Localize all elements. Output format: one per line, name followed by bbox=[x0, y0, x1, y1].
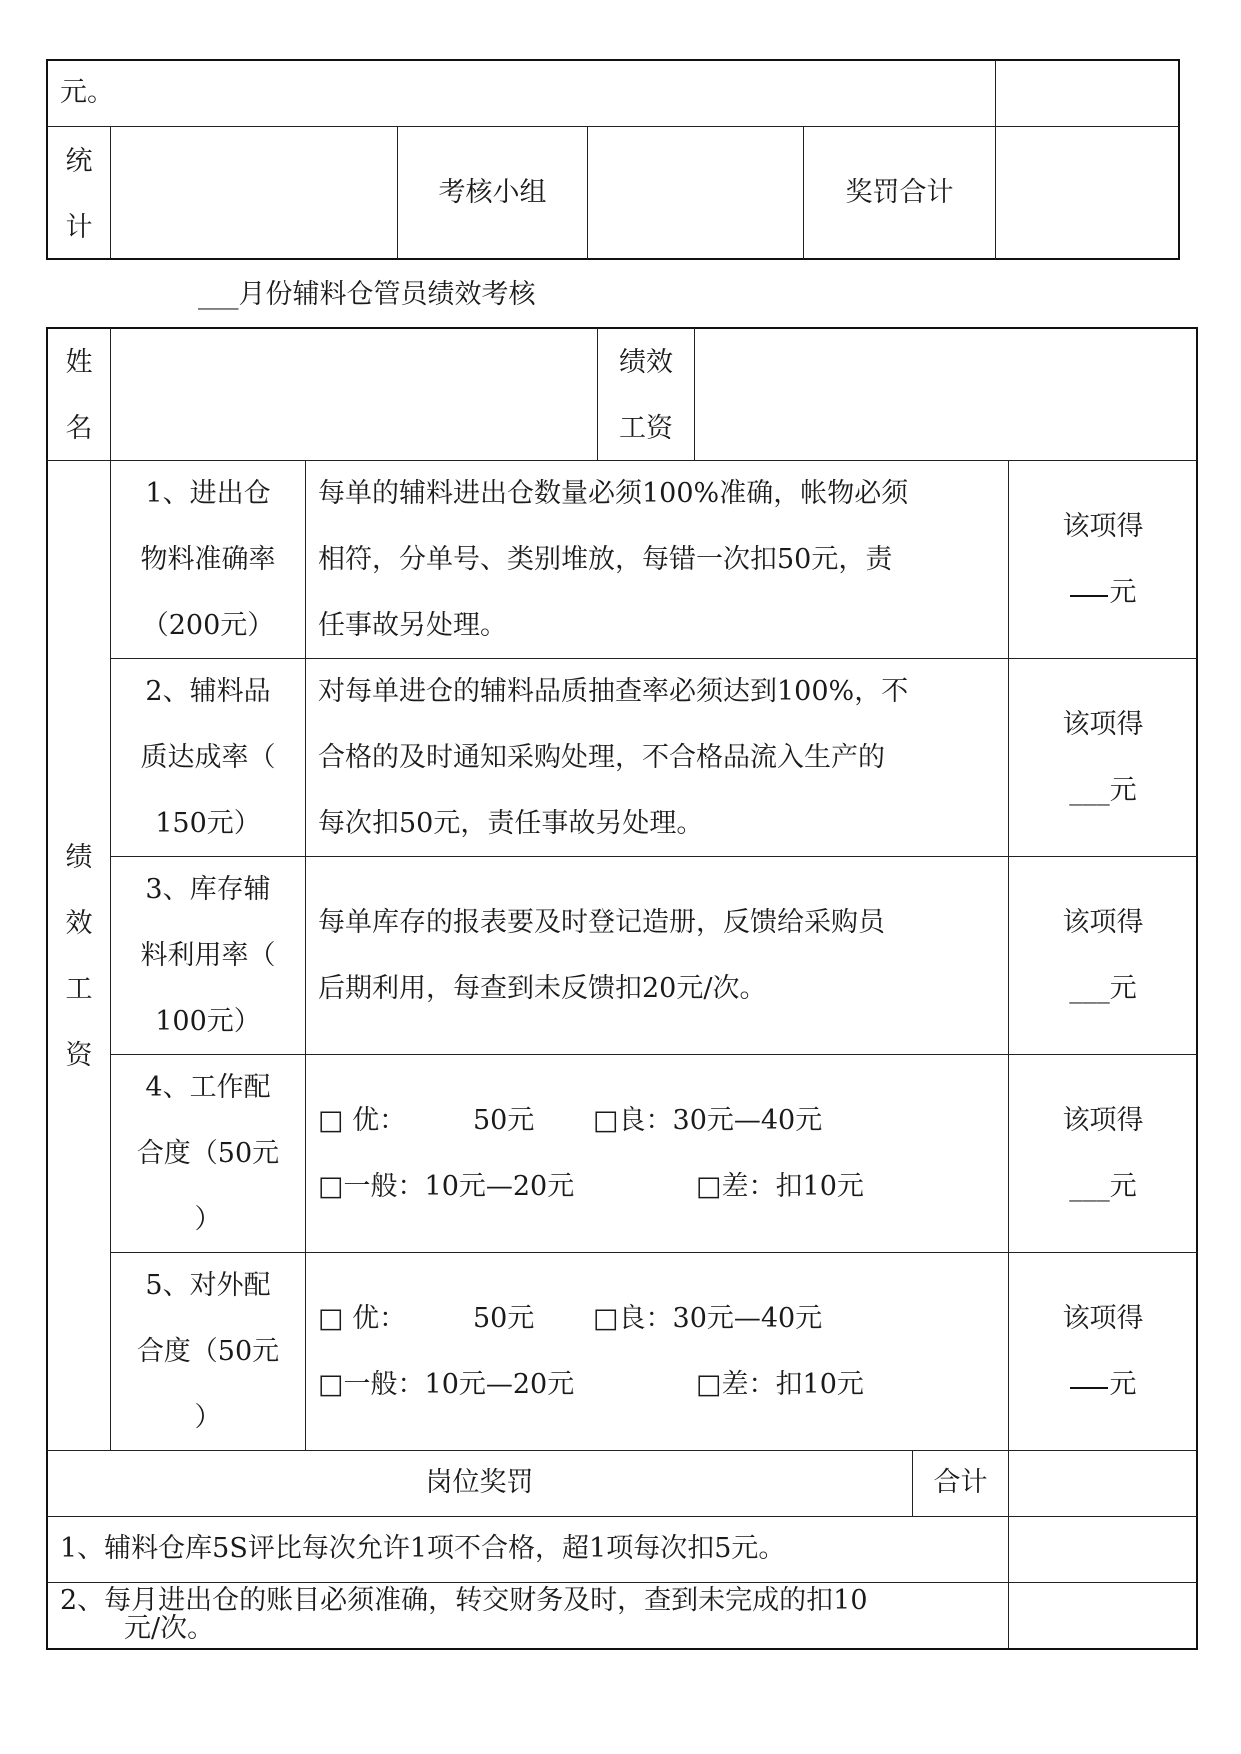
item-name-line: 4、工作配 bbox=[145, 1072, 271, 1103]
option-excellent-value: 50元 bbox=[473, 1105, 535, 1136]
option-good[interactable]: □良：30元—40元 bbox=[593, 1105, 823, 1136]
item-name-line: 3、库存辅 bbox=[145, 874, 271, 905]
score-label: 该项得 bbox=[1062, 1303, 1144, 1334]
item-desc-line: 每单的辅料进出仓数量必须100%准确，帐物必须 bbox=[318, 478, 909, 509]
section-label-char: 效 bbox=[65, 908, 93, 939]
name-label-2: 名 bbox=[65, 413, 93, 444]
name-label-1: 姓 bbox=[65, 347, 93, 378]
score-unit: 元 bbox=[1109, 577, 1137, 608]
item-name-line: （200元） bbox=[141, 610, 275, 641]
rule-1: 1、辅料仓库5S评比每次允许1项不合格，超1项每次扣5元。 bbox=[60, 1533, 786, 1564]
carry-over-text: 元。 bbox=[60, 77, 114, 108]
name-field[interactable] bbox=[111, 328, 597, 460]
top-table-col-divider bbox=[995, 60, 996, 259]
top-table-col-divider bbox=[110, 127, 111, 259]
assess-group-label: 考核小组 bbox=[438, 177, 547, 208]
score-blank-line bbox=[1070, 1385, 1108, 1389]
section-label bbox=[49, 825, 109, 1089]
item-name-line: 5、对外配 bbox=[145, 1270, 271, 1301]
score-blank[interactable]: ___元 bbox=[1069, 775, 1137, 806]
score-label: 该项得 bbox=[1062, 709, 1144, 740]
post-reward-label: 岗位奖罚 bbox=[425, 1467, 534, 1498]
item-desc-line: 每单库存的报表要及时登记造册，反馈给采购员 bbox=[318, 907, 885, 938]
top-table bbox=[46, 59, 1180, 260]
option-poor[interactable]: □差：扣10元 bbox=[696, 1171, 864, 1202]
item-name-line: 料利用率（ bbox=[140, 940, 276, 971]
item-desc-line: 相符，分单号、类别堆放，每错一次扣50元，责 bbox=[318, 544, 893, 575]
section-label-char: 绩 bbox=[65, 842, 93, 873]
item-name-line: 合度（50元 bbox=[136, 1138, 280, 1169]
form-title: ___月份辅料仓管员绩效考核 bbox=[198, 279, 536, 310]
score-blank[interactable]: ___元 bbox=[1069, 973, 1137, 1004]
stat-label-2: 计 bbox=[65, 212, 93, 243]
item-desc-line: 任事故另处理。 bbox=[318, 610, 507, 641]
perf-salary-label-1: 绩效 bbox=[619, 347, 673, 378]
score-blank[interactable]: ___元 bbox=[1069, 1171, 1137, 1202]
item-name-line: 150元） bbox=[155, 808, 261, 839]
item-name-line: 合度（50元 bbox=[136, 1336, 280, 1367]
item-desc-line: 后期利用，每查到未反馈扣20元/次。 bbox=[318, 973, 767, 1004]
score-unit: 元 bbox=[1109, 1369, 1137, 1400]
top-table-col-divider bbox=[587, 127, 588, 259]
top-table-row-divider bbox=[47, 126, 1179, 127]
section-label-char: 工 bbox=[65, 974, 93, 1005]
option-average[interactable]: □一般：10元—20元 bbox=[318, 1171, 575, 1202]
option-poor[interactable]: □差：扣10元 bbox=[696, 1369, 864, 1400]
option-excellent[interactable]: □ 优： bbox=[318, 1105, 407, 1136]
perf-salary-field[interactable] bbox=[695, 328, 1197, 460]
col-divider bbox=[305, 460, 306, 1450]
item-name-line: 物料准确率 bbox=[140, 544, 276, 575]
rule-2-cont: 元/次。 bbox=[124, 1613, 215, 1644]
item-name-line: 2、辅料品 bbox=[145, 676, 271, 707]
perf-salary-label-2: 工资 bbox=[619, 413, 673, 444]
rule-2: 2、每月进出仓的账目必须准确，转交财务及时，查到未完成的扣10 bbox=[60, 1585, 868, 1616]
option-good[interactable]: □良：30元—40元 bbox=[593, 1303, 823, 1334]
section-label-char: 资 bbox=[65, 1040, 93, 1071]
option-average[interactable]: □一般：10元—20元 bbox=[318, 1369, 575, 1400]
item-desc-line: 合格的及时通知采购处理，不合格品流入生产的 bbox=[318, 742, 885, 773]
score-blank[interactable] bbox=[1009, 1352, 1197, 1418]
item-desc-line: 每次扣50元，责任事故另处理。 bbox=[318, 808, 704, 839]
row-divider bbox=[47, 1582, 1197, 1583]
total-label: 奖罚合计 bbox=[845, 177, 954, 208]
item-name-line: ） bbox=[194, 1402, 222, 1433]
stat-label-1: 统 bbox=[65, 146, 93, 177]
score-label: 该项得 bbox=[1062, 511, 1144, 542]
option-excellent-value: 50元 bbox=[473, 1303, 535, 1334]
score-blank[interactable] bbox=[1009, 560, 1197, 626]
score-label: 该项得 bbox=[1062, 1105, 1144, 1136]
score-label: 该项得 bbox=[1062, 907, 1144, 938]
col-divider bbox=[1008, 1450, 1009, 1648]
item-name-line: 质达成率（ bbox=[140, 742, 276, 773]
item-name-line: 1、进出仓 bbox=[145, 478, 271, 509]
item-name-line: 100元） bbox=[155, 1006, 261, 1037]
option-excellent[interactable]: □ 优： bbox=[318, 1303, 407, 1334]
item-desc-line: 对每单进仓的辅料品质抽查率必须达到100%，不 bbox=[318, 676, 909, 707]
item-name-line: ） bbox=[194, 1204, 222, 1235]
sum-label: 合计 bbox=[933, 1467, 988, 1498]
score-blank-line bbox=[1070, 593, 1108, 597]
